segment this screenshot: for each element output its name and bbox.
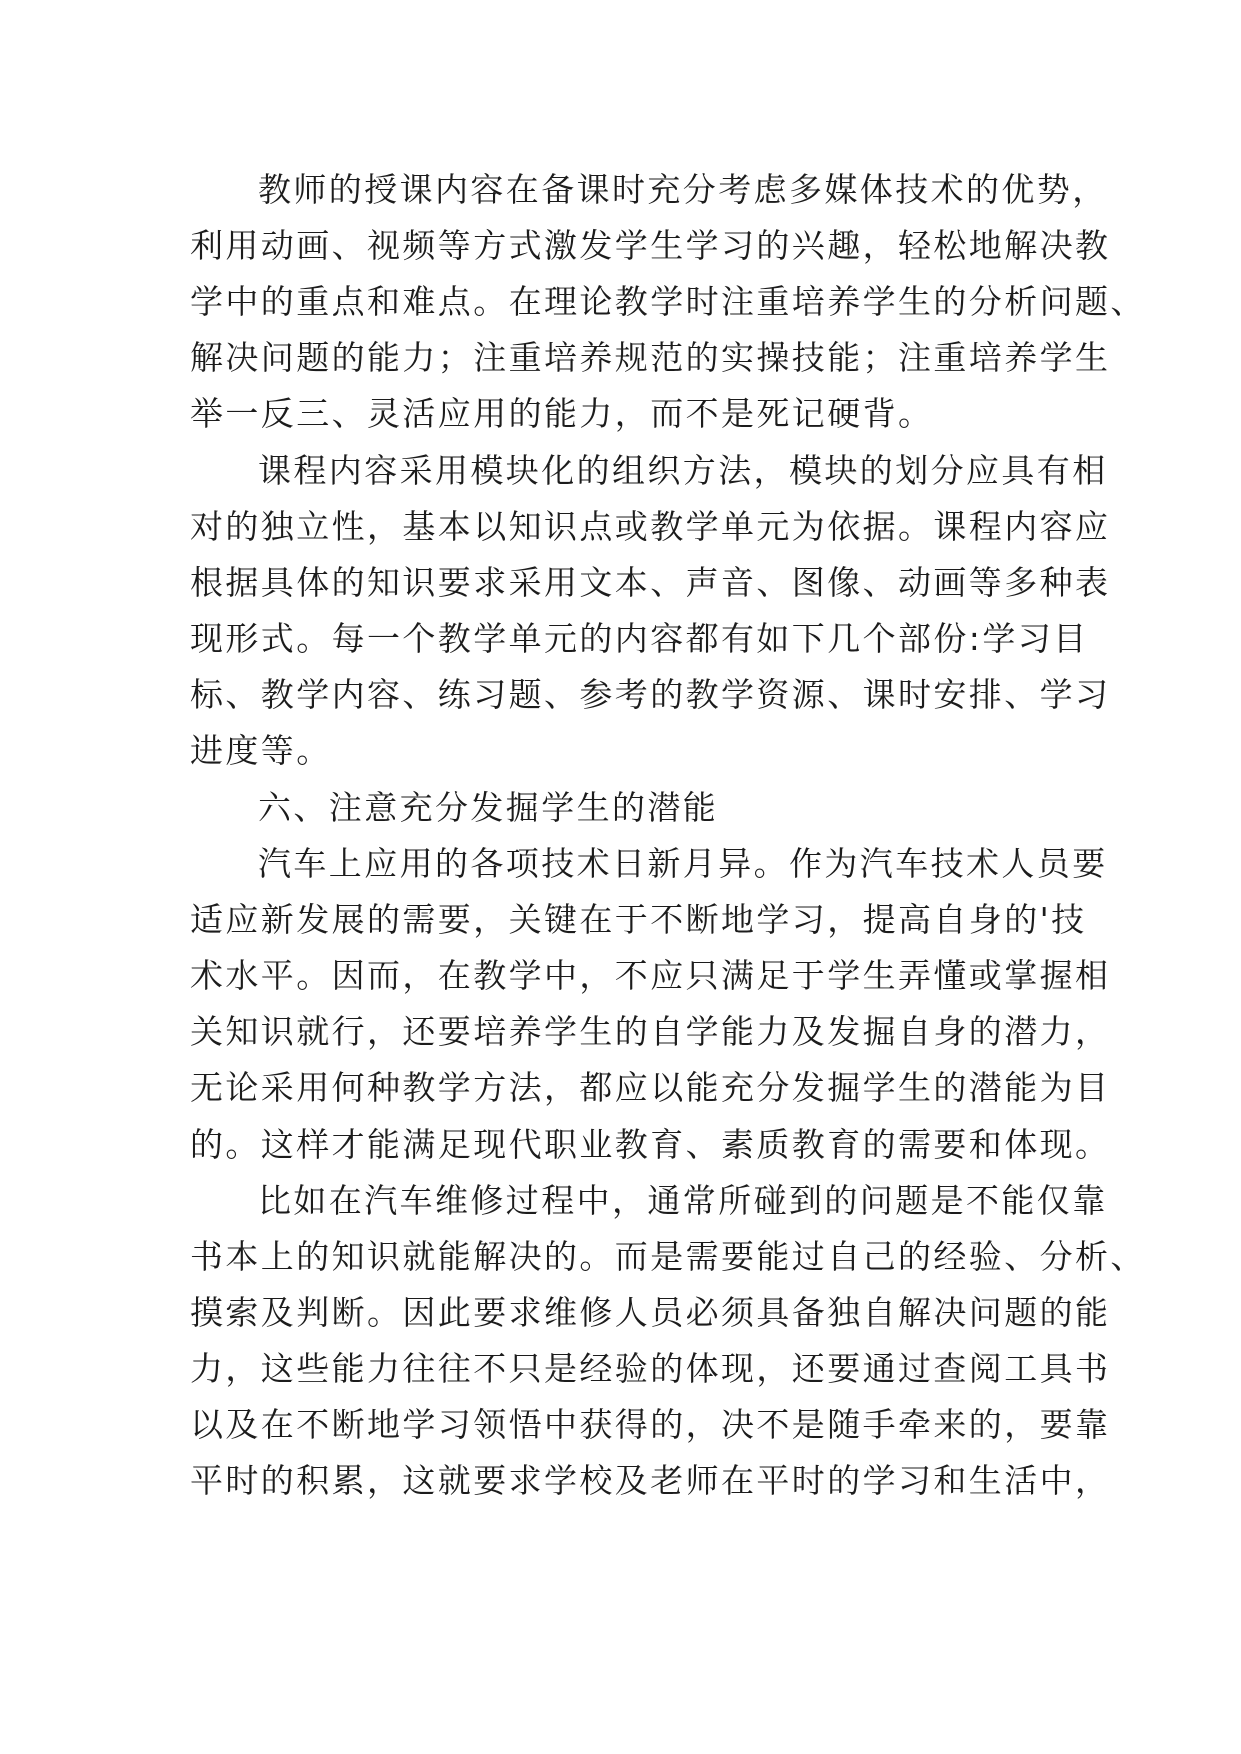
text-line: 比如在汽车维修过程中，通常所碰到的问题是不能仅靠 [258, 1181, 1108, 1220]
text-line: 对的独立性，基本以知识点或教学单元为依据。课程内容应 [190, 507, 1111, 546]
text-line: 利用动画、视频等方式激发学生学习的兴趣，轻松地解决教 [190, 226, 1111, 265]
text-line: 无论采用何种教学方法，都应以能充分发掘学生的潜能为目 [190, 1068, 1111, 1107]
text-line: 举一反三、灵活应用的能力，而不是死记硬背。 [190, 394, 934, 433]
text-line: 进度等。 [190, 731, 332, 770]
text-line: 适应新发展的需要，关键在于不断地学习，提高自身的'技 [190, 900, 1087, 939]
text-line: 摸索及判断。因此要求维修人员必须具备独自解决问题的能 [190, 1293, 1111, 1332]
text-line: 学中的重点和难点。在理论教学时注重培养学生的分析问题、 [190, 282, 1146, 321]
text-line: 课程内容采用模块化的组织方法，模块的划分应具有相 [258, 451, 1108, 490]
text-line: 教师的授课内容在备课时充分考虑多媒体技术的优势， [258, 170, 1108, 209]
text-line: 现形式。每一个教学单元的内容都有如下几个部份:学习目 [190, 619, 1089, 658]
section-heading-text: 六、注意充分发掘学生的潜能 [258, 788, 719, 827]
text-line: 汽车上应用的各项技术日新月异。作为汽车技术人员要 [258, 844, 1108, 883]
text-line: 标、教学内容、练习题、参考的教学资源、课时安排、学习 [190, 675, 1111, 714]
text-line: 解决问题的能力；注重培养规范的实操技能；注重培养学生 [190, 338, 1111, 377]
text-line: 关知识就行，还要培养学生的自学能力及发掘自身的潜力， [190, 1012, 1111, 1051]
text-line: 以及在不断地学习领悟中获得的，决不是随手牵来的，要靠 [190, 1405, 1111, 1444]
text-line: 平时的积累，这就要求学校及老师在平时的学习和生活中， [190, 1461, 1111, 1500]
text-line: 术水平。因而，在教学中，不应只满足于学生弄懂或掌握相 [190, 956, 1111, 995]
text-line: 根据具体的知识要求采用文本、声音、图像、动画等多种表 [190, 563, 1111, 602]
text-line: 力，这些能力往往不只是经验的体现，还要通过查阅工具书 [190, 1349, 1111, 1388]
text-line: 书本上的知识就能解决的。而是需要能过自己的经验、分析、 [190, 1237, 1146, 1276]
text-line: 的。这样才能满足现代职业教育、素质教育的需要和体现。 [190, 1125, 1111, 1164]
